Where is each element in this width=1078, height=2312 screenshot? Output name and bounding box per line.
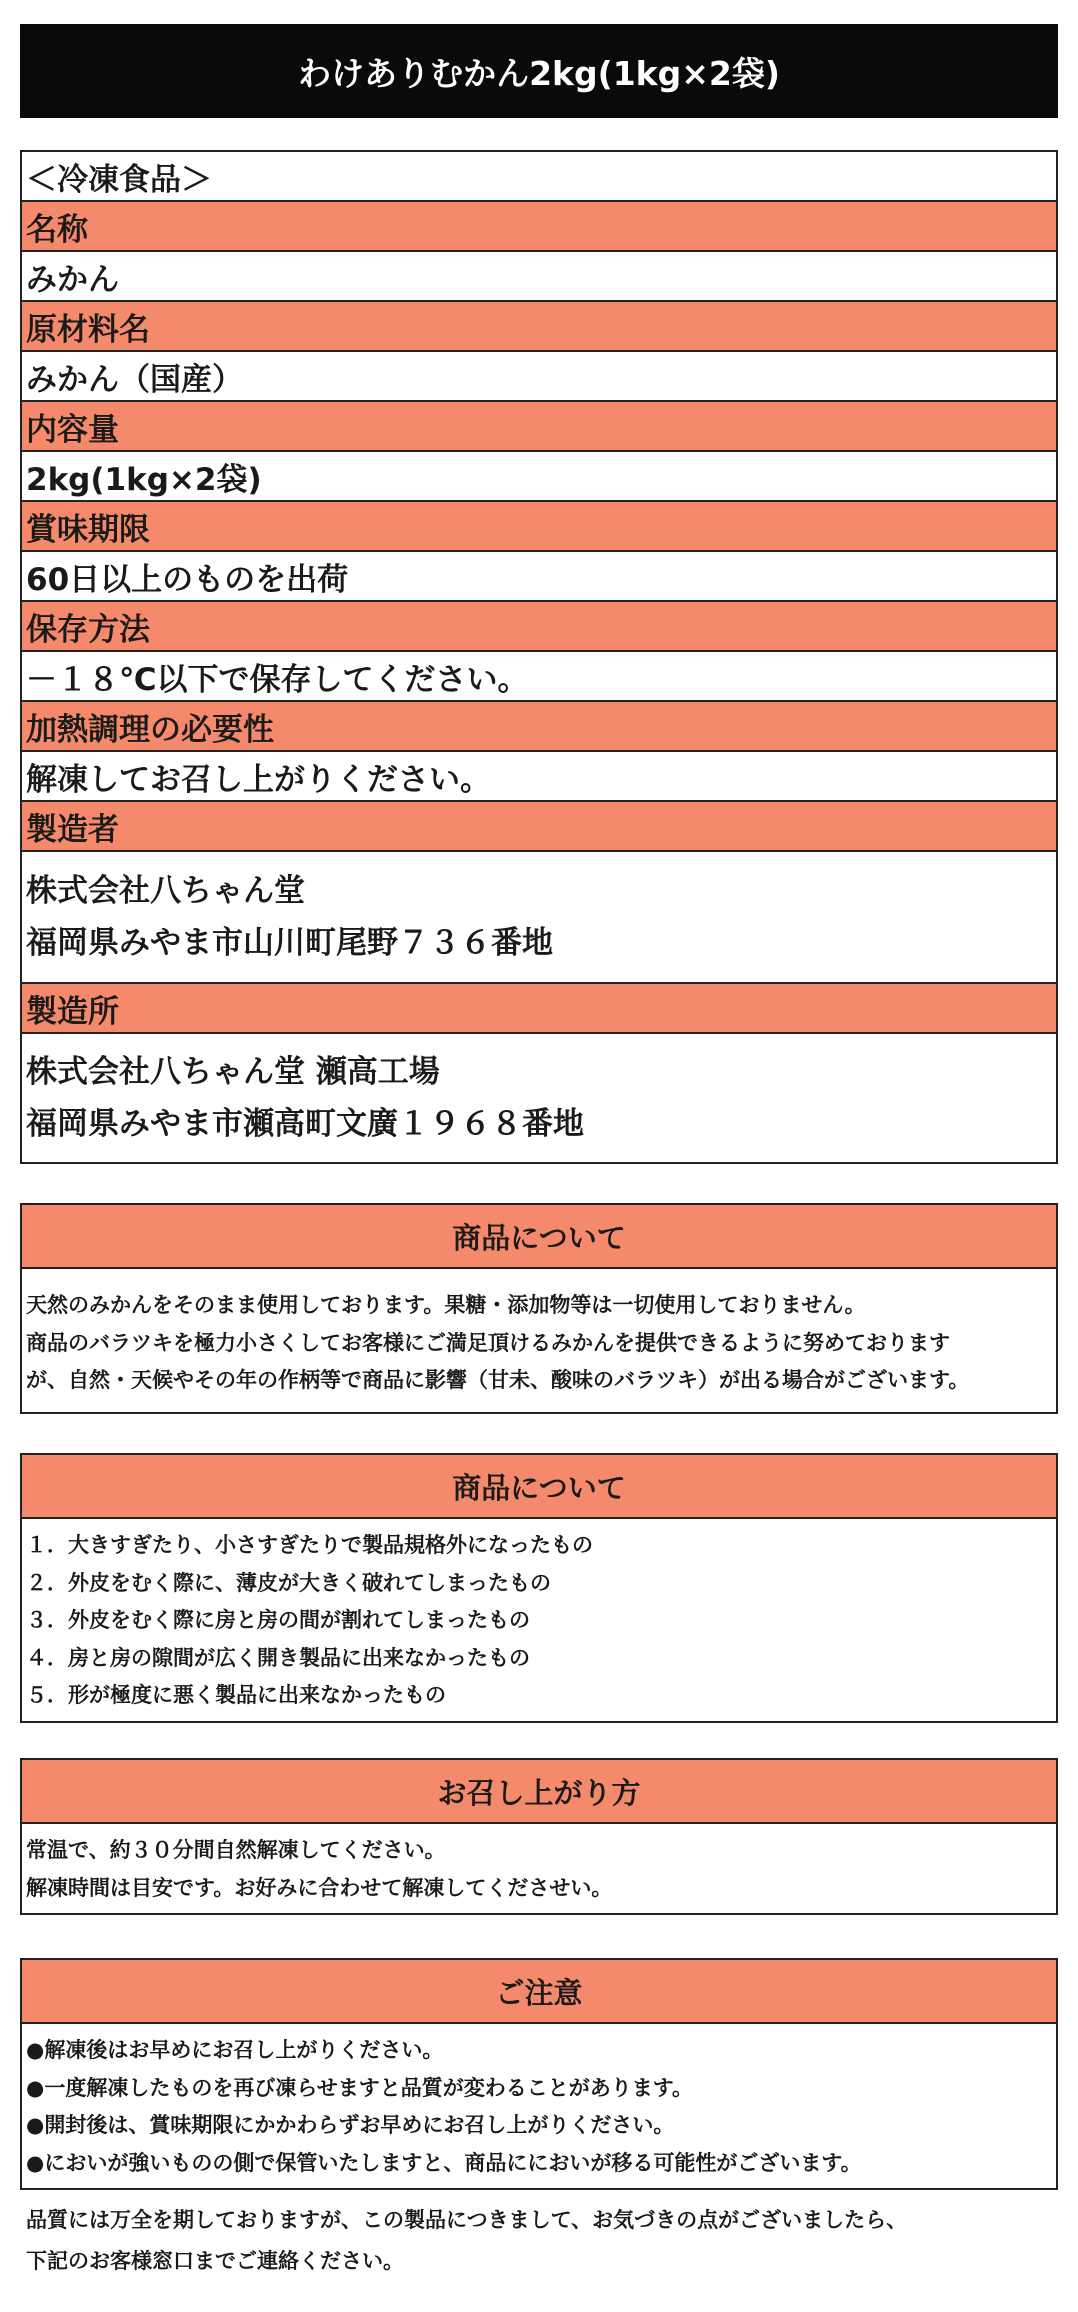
spec-value-name: みかん — [22, 252, 1056, 302]
spec-label-storage: 保存方法 — [22, 602, 1056, 652]
section-title: ご注意 — [22, 1960, 1056, 2024]
footer-note — [26, 2200, 1056, 2282]
list-item: ２．外皮をむく際に、薄皮が大きく破れてしまったもの — [26, 1570, 551, 1595]
list-item: ５．形が極度に悪く製品に出来なかったもの — [26, 1683, 446, 1707]
text-line: 常温で、約３０分間自然解凍してください。 — [26, 1838, 446, 1862]
list-item: １．大きすぎたり、小さすぎたりで製品規格外になったもの — [26, 1533, 593, 1557]
section-title: お召し上がり方 — [22, 1760, 1056, 1824]
list-item: ●解凍後はお早めにお召し上がりください。 — [26, 2038, 444, 2062]
spec-value-factory — [22, 1034, 1056, 1162]
spec-label-name: 名称 — [22, 202, 1056, 252]
spec-value-ingredients: みかん（国産） — [22, 352, 1056, 402]
manufacturer-address: 福岡県みやま市山川町尾野７３６番地 — [26, 925, 553, 961]
spec-value-best-before: 60日以上のものを出荷 — [22, 552, 1056, 602]
spec-label-content: 内容量 — [22, 402, 1056, 452]
list-item: ●においが強いものの側で保管いたしますと、商品ににおいが移る可能性がございます。 — [26, 2150, 862, 2175]
section-body — [22, 1824, 1056, 1913]
section-title: 商品について — [22, 1455, 1056, 1519]
spec-label-heating: 加熱調理の必要性 — [22, 702, 1056, 752]
spec-label-manufacturer: 製造者 — [22, 802, 1056, 852]
spec-label-best-before: 賞味期限 — [22, 502, 1056, 552]
section-about-product — [20, 1203, 1058, 1414]
manufacturer-company: 株式会社八ちゃん堂 — [26, 873, 305, 909]
text-line: 商品のバラツキを極力小さくしてお客様にご満足頂けるみかんを提供できるように努めております — [26, 1330, 950, 1355]
factory-company: 株式会社八ちゃん堂 瀬高工場 — [26, 1054, 440, 1090]
page-title: わけありむかん2kg(1kg×2袋) — [20, 24, 1058, 118]
section-title: 商品について — [22, 1205, 1056, 1269]
footer-line: 品質には万全を期しておりますが、この製品につきまして、お気づきの点がございましたら、 — [26, 2208, 908, 2232]
list-item: ●開封後は、賞味期限にかかわらずお早めにお召し上がりください。 — [26, 2113, 675, 2137]
spec-value-manufacturer — [22, 852, 1056, 984]
list-item: ４．房と房の隙間が広く開き製品に出来なかったもの — [26, 1645, 530, 1670]
text-line: 天然のみかんをそのまま使用しております。果糖・添加物等は一切使用しておりません。 — [26, 1293, 866, 1317]
spec-value-storage: －１８℃以下で保存してください。 — [22, 652, 1056, 702]
section-caution — [20, 1958, 1058, 2190]
text-line: 解凍時間は目安です。お好みに合わせて解凍してくださせい。 — [26, 1875, 613, 1900]
section-body — [22, 1519, 1056, 1721]
spec-category: ＜冷凍食品＞ — [22, 152, 1056, 202]
text-line: が、自然・天候やその年の作柄等で商品に影響（甘未、酸味のバラツキ）が出る場合がございます。 — [26, 1368, 970, 1392]
spec-value-content: 2kg(1kg×2袋) — [22, 452, 1056, 502]
section-defect-reasons — [20, 1453, 1058, 1723]
list-item: ●一度解凍したものを再び凍らせますと品質が変わることがあります。 — [26, 2075, 694, 2100]
spec-label-factory: 製造所 — [22, 984, 1056, 1034]
spec-table — [20, 150, 1058, 1164]
factory-address: 福岡県みやま市瀬高町文廣１９６８番地 — [26, 1106, 584, 1142]
footer-line: 下記のお客様窓口までご連絡ください。 — [26, 2249, 404, 2273]
section-how-to-eat — [20, 1758, 1058, 1915]
spec-label-ingredients: 原材料名 — [22, 302, 1056, 352]
section-body — [22, 1269, 1056, 1412]
spec-value-heating: 解凍してお召し上がりください。 — [22, 752, 1056, 802]
list-item: ３．外皮をむく際に房と房の間が割れてしまったもの — [26, 1608, 530, 1632]
section-body — [22, 2024, 1056, 2188]
